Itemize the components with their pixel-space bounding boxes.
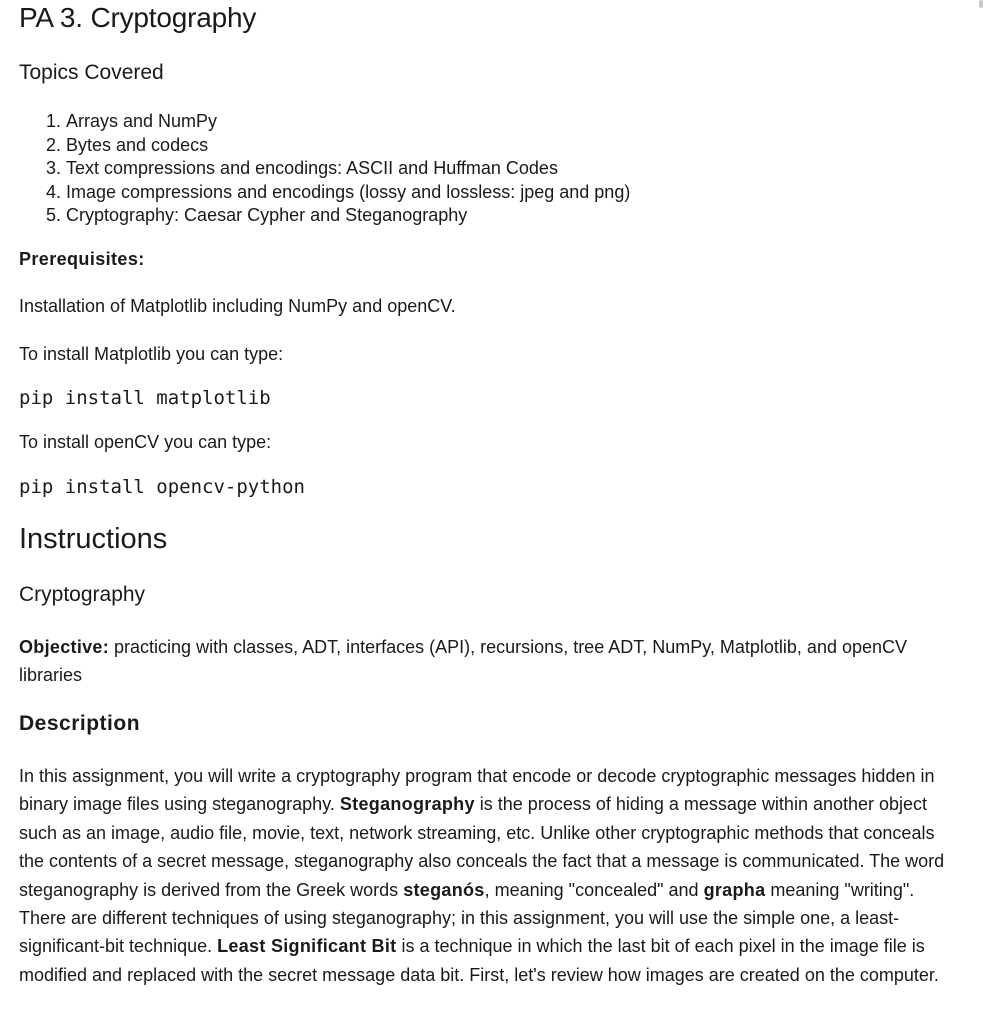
objective-paragraph: [19, 633, 964, 690]
matplotlib-note: To install Matplotlib you can type:: [19, 344, 284, 364]
term-steganography: Steganography: [339, 794, 475, 815]
description-text: , meaning "concealed" and: [484, 879, 704, 900]
cryptography-heading: Cryptography: [19, 583, 146, 606]
term-least-significant-bit: Least Significant Bit: [217, 936, 397, 957]
description-heading: Description: [19, 712, 141, 735]
term-grapha: grapha: [703, 879, 766, 900]
objective-text: practicing with classes, ADT, interfaces (API), recursions, tree ADT, NumPy, Matplotlib, and openCV libraries: [19, 637, 908, 686]
description-text: is the process of hiding a message within another object such as an image, audio file, movie, text, network streaming, etc. Unlike other cryptographic methods that conceals the contents of a secret message, steganography also conceals the fact that a message is communicated. The word steganography is derived from the Greek words: [19, 794, 945, 900]
list-item: 5. Cryptography: Caesar Cypher and Steganography: [66, 204, 630, 228]
opencv-command: pip install opencv-python: [19, 476, 305, 498]
install-note: Installation of Matplotlib including NumPy and openCV.: [19, 296, 456, 316]
description-text: meaning "writing". There are different techniques of using steganography; in this assignment, you will use the simple one, a least-significant-bit technique.: [19, 879, 915, 957]
instructions-heading: Instructions: [19, 523, 168, 555]
list-item: 2. Bytes and codecs: [66, 134, 630, 158]
prerequisites-heading: Prerequisites:: [19, 249, 145, 269]
topics-heading: Topics Covered: [19, 61, 164, 84]
list-item: 3. Text compressions and encodings: ASCII and Huffman Codes: [66, 157, 630, 181]
topics-list: [19, 110, 630, 228]
list-item: 4. Image compressions and encodings (lossy and lossless: jpeg and png): [66, 181, 630, 205]
term-steganos: steganós: [403, 879, 485, 900]
objective-label: Objective:: [19, 637, 110, 657]
scrollbar-thumb[interactable]: [979, 0, 983, 8]
page-title: PA 3. Cryptography: [19, 2, 257, 33]
description-paragraph: [19, 762, 964, 989]
list-item: 1. Arrays and NumPy: [66, 110, 630, 134]
opencv-note: To install openCV you can type:: [19, 432, 272, 452]
description-text: In this assignment, you will write a cryptography program that encode or decode cryptographic messages hidden in binary image files using steganography.: [19, 766, 935, 815]
matplotlib-command: pip install matplotlib: [19, 387, 271, 409]
description-text: is a technique in which the last bit of each pixel in the image file is modified and replaced with the secret message data bit. First, let's review how images are created on the computer.: [19, 936, 939, 985]
